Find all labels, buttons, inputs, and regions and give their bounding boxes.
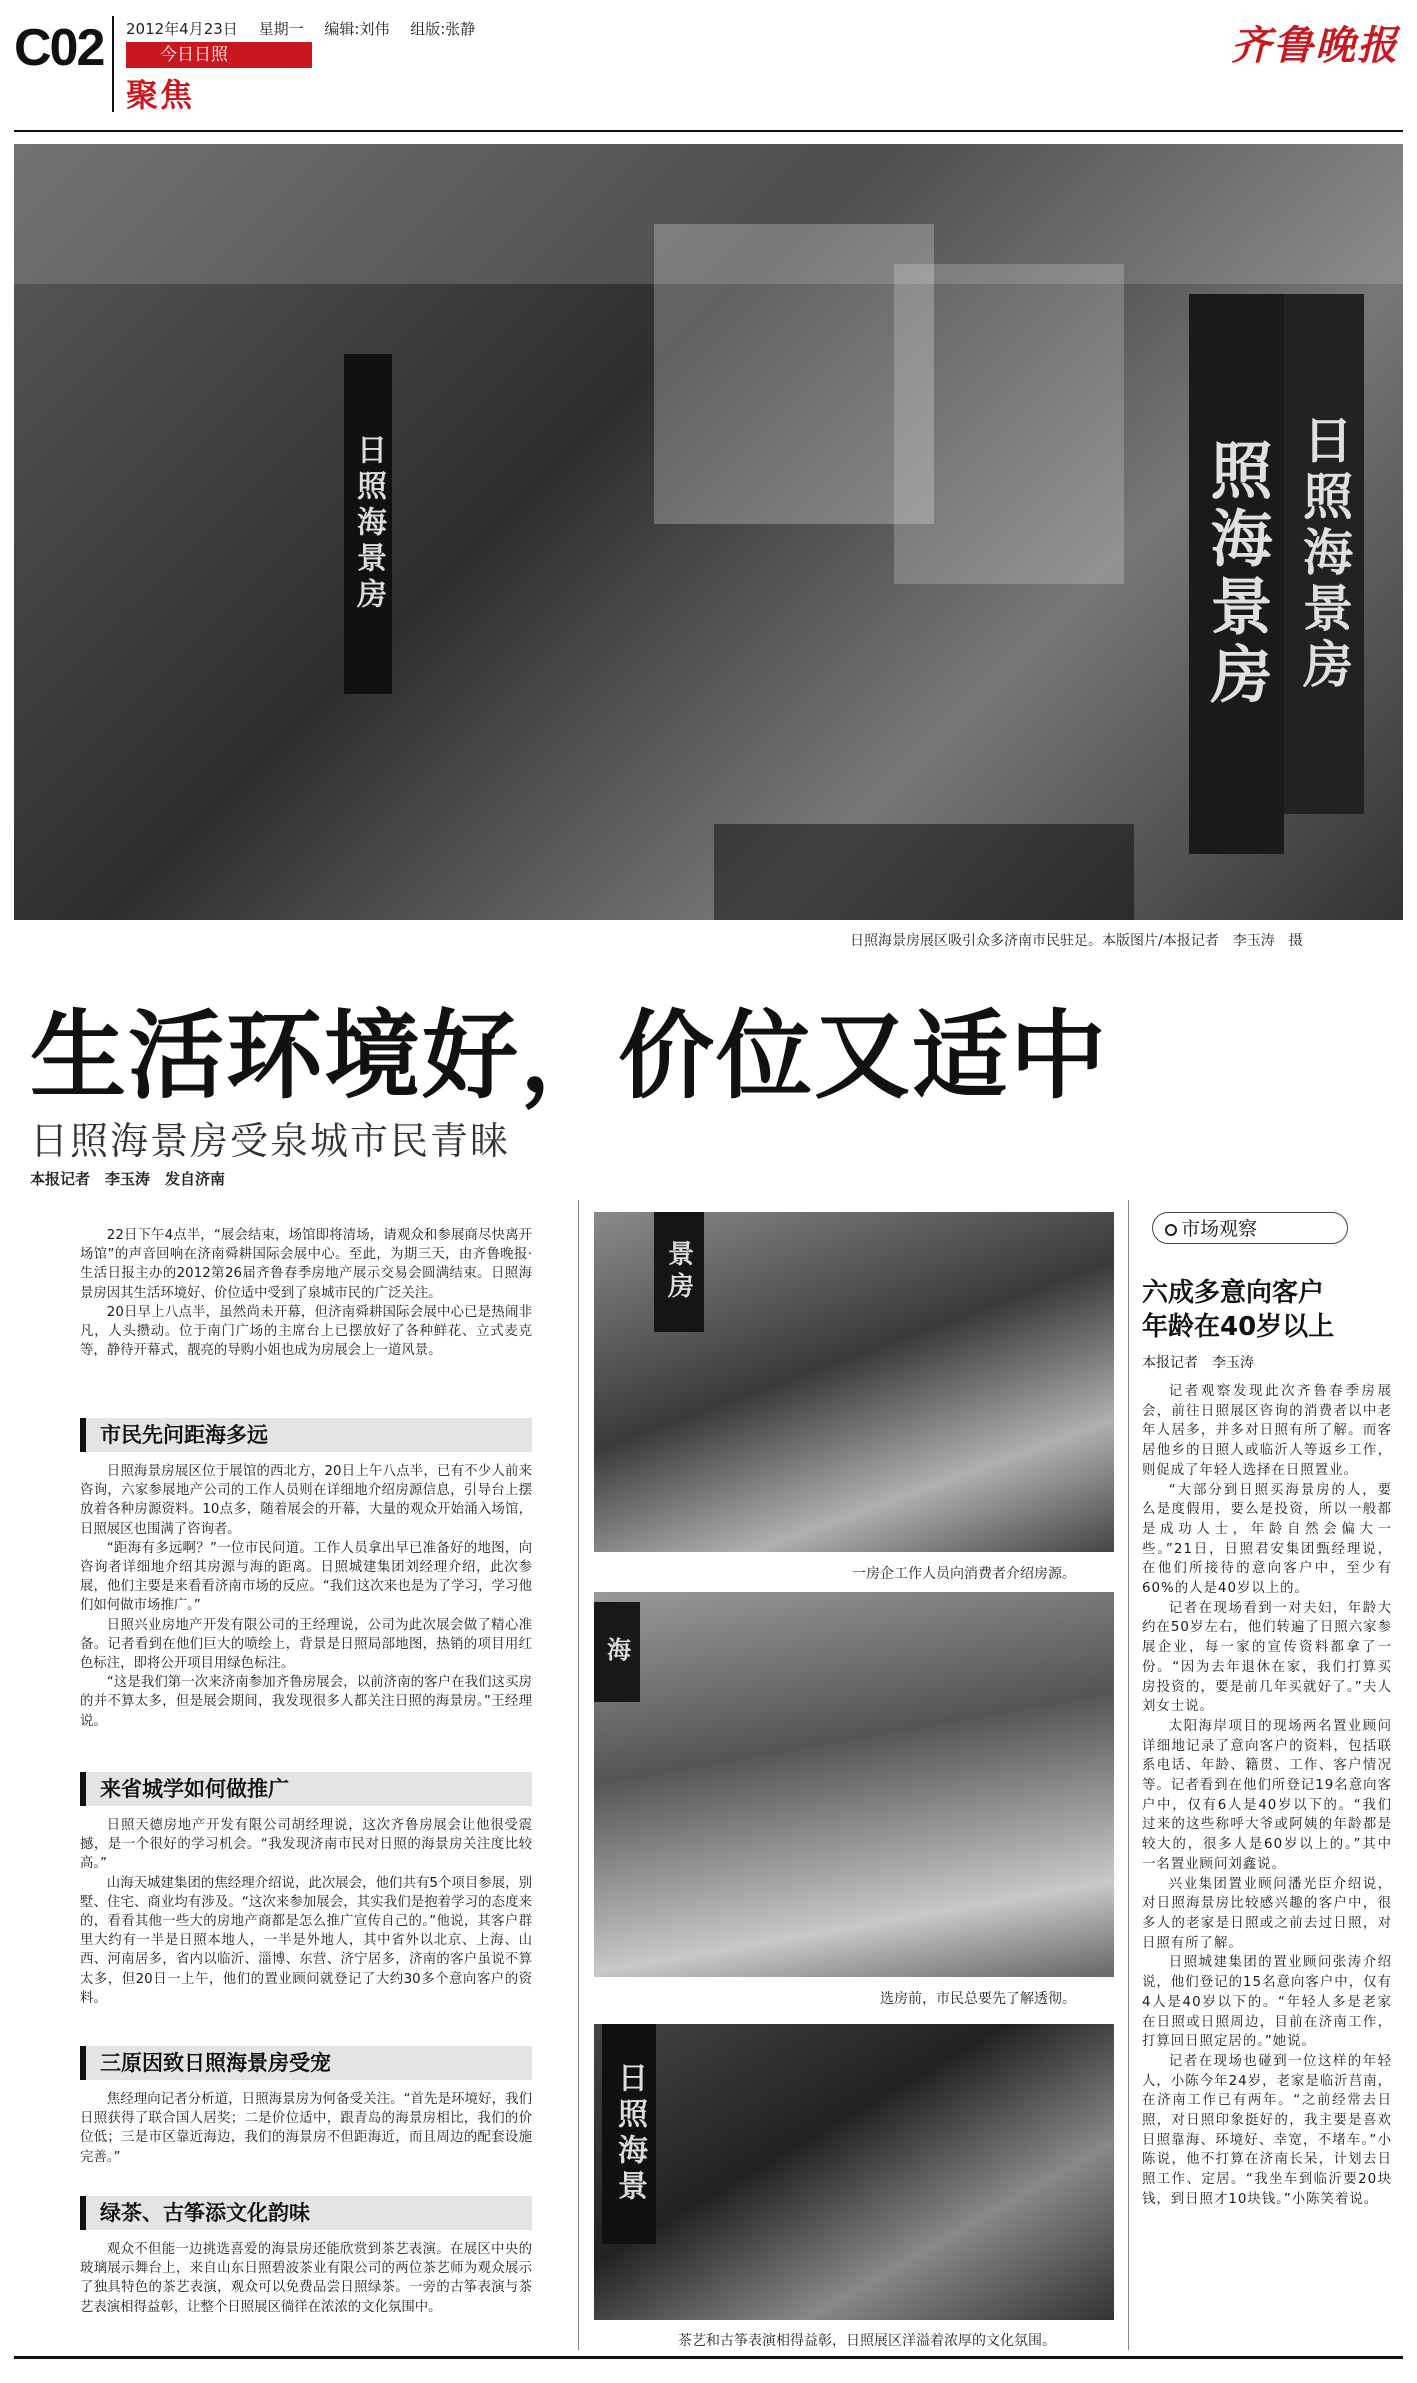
section-heading-4: 绿茶、古筝添文化韵味 <box>80 2196 532 2230</box>
market-badge-label: 市场观察 <box>1181 1218 1258 1240</box>
layout-credit: 组版:张静 <box>410 20 476 38</box>
paragraph: 太阳海岸项目的现场两名置业顾问详细地记录了意向客户的资料，包括联系电话、年龄、籍贯、工作、客户情况等。记者看到在他们所登记19名意向客户中，仅有6人是40岁以下的。“我们过来的这些称呼大爷或阿姨的年龄都是较大的，很多人是60岁以上的。”其中一名置业顾问刘鑫说。 <box>1142 1718 1392 1872</box>
section-1-text <box>80 1462 532 1731</box>
section-tab: 今日日照 <box>126 42 312 68</box>
main-photo-caption: 日照海景房展区吸引众多济南市民驻足。本版图片/本报记者 李玉涛 摄 <box>850 933 1303 949</box>
page-number: C02 <box>14 19 104 77</box>
market-badge <box>1152 1212 1348 1244</box>
headline: 生活环境好，价位又适中 <box>30 1000 1108 1112</box>
section-heading-3: 三原因致日照海景房受宠 <box>80 2046 532 2080</box>
header-rule <box>14 130 1403 132</box>
paragraph: 记者在现场看到一对夫妇，年龄大约在50岁左右，他们转遍了日照六家参展企业，每一家的宣传资料都拿了一份。“因为去年退休在家，我们打算买房投资的，要是前几年买就好了。”夫人刘女士说。 <box>1142 1600 1392 1715</box>
main-photo <box>14 144 1403 920</box>
section-heading-2: 来省城学如何做推广 <box>80 1772 532 1806</box>
paragraph: 日照城建集团的置业顾问张涛介绍说，他们登记的15名意向客户中，仅有4人是40岁以下的。“年轻人多是老家在日照或日照周边，目前在济南工作，打算回日照定居的。”她说。 <box>1142 1955 1392 2050</box>
paragraph: “这是我们第一次来济南参加齐鲁房展会，以前济南的客户在我们这买房的并不算太多，但是展会期间，我发现很多人都关注日照的海景房。”王经理说。 <box>80 1675 532 1729</box>
editor-credit: 编辑:刘伟 <box>324 20 390 38</box>
booth-sign-photo3: 海 <box>594 1602 640 1702</box>
photo-2 <box>594 1212 1114 1552</box>
section-2-text <box>80 1816 532 2008</box>
paragraph: “大部分到日照买海景房的人，要么是度假用，要么是投资，所以一般都是成功人士，年龄自然会偏大一些。”21日，日照君安集团甄经理说，在他们所接待的意向客户中，至少有60%的人是40岁以上的。 <box>1142 1482 1392 1597</box>
section-3-text <box>80 2090 532 2167</box>
issue-date: 2012年4月23日 <box>126 20 238 38</box>
paragraph: 观众不但能一边挑选喜爱的海景房还能欣赏到茶艺表演。在展区中央的玻璃展示舞台上，来自山东日照碧波茶业有限公司的两位茶艺师为观众展示了独具特色的茶艺表演，观众可以免费品尝日照绿茶。一旁的古筝表演与茶艺表演相得益彰，让整个日照展区徜徉在浓浓的文化氛围中。 <box>80 2242 532 2315</box>
photo-4 <box>594 2024 1114 2320</box>
paragraph: 日照天德房地产开发有限公司胡经理说，这次齐鲁房展会让他很受震撼，是一个很好的学习机会。“我发现济南市民对日照的海景房关注度比较高。” <box>80 1818 532 1872</box>
footer-rule <box>14 2356 1403 2359</box>
paragraph: 焦经理向记者分析道，日照海景房为何备受关注。“首先是环境好，我们日照获得了联合国人居奖；二是价位适中，跟青岛的海景房相比，我们的价位低；三是市区靠近海边，我们的海景房不但距海近，而且周边的配套设施完善。” <box>80 2092 532 2165</box>
circle-icon <box>1165 1224 1177 1236</box>
paragraph: 20日早上八点半，虽然尚未开幕，但济南舜耕国际会展中心已是热闹非凡，人头攒动。位于南门广场的主席台上已摆放好了各种鲜花、立式麦克等，静待开幕式，靓亮的导购小姐也成为房展会上一道风景。 <box>80 1304 532 1359</box>
market-title: 六成多意向客户年龄在40岁以上 <box>1142 1278 1335 1342</box>
subheadline: 日照海景房受泉城市民青睐 <box>30 1119 511 1163</box>
column-divider <box>578 1200 579 2350</box>
intro-text <box>80 1226 532 1360</box>
market-byline: 本报记者 李玉涛 <box>1142 1355 1254 1371</box>
paragraph: “距海有多远啊？”一位市民问道。工作人员拿出早已准备好的地图，向咨询者详细地介绍其房源与海的距离。日照城建集团刘经理介绍，此次参展，他们主要是来看看济南市场的反应。“我们这次来也是为了学习，学习他们如何做市场推广。” <box>80 1540 532 1614</box>
photo-4-caption: 茶艺和古筝表演相得益彰，日照展区洋溢着浓厚的文化氛围。 <box>678 2333 1056 2349</box>
paragraph: 22日下午4点半，“展会结束，场馆即将清场，请观众和参展商尽快离开场馆”的声音回响在济南舜耕国际会展中心。至此，为期三天，由齐鲁晚报·生活日报主办的2012第26届齐鲁春季房地产展示交易会圆满结束。日照海景房因其生活环境好、价位适中受到了泉城市民的广泛关注。 <box>80 1228 532 1301</box>
article-byline: 本报记者 李玉涛 发自济南 <box>30 1170 226 1188</box>
booth-sign-photo2: 景房 <box>654 1212 704 1332</box>
paragraph: 日照兴业房地产开发有限公司的王经理说，公司为此次展会做了精心准备。记者看到在他们巨大的喷绘上，背景是日照局部地图，热销的项目用红色标注，即将公开项目用绿色标注。 <box>80 1617 532 1672</box>
paragraph: 记者在现场也碰到一位这样的年轻人，小陈今年24岁，老家是临沂莒南，在济南工作已有两年。“之前经常去日照，对日照印象挺好的，我主要是喜欢日照靠海、环境好、幸宽，不堵车。”小陈说，他不打算在济南长呆，计划去日照工作、定居。“我坐车到临沂要20块钱，到日照才10块钱。”小陈笑着说。 <box>1142 2053 1392 2207</box>
booth-sign-left: 日照海景房 <box>344 354 392 694</box>
booth-sign-right: 日照海景房 <box>1284 294 1364 814</box>
photo-3-caption: 选房前，市民总要先了解透彻。 <box>880 1991 1076 2007</box>
header-meta <box>126 18 491 39</box>
booth-sign-photo4: 日照海景 <box>602 2024 656 2244</box>
paragraph: 兴业集团置业顾问潘光臣介绍说，对日照海景房比较感兴趣的客户中，很多人的老家是日照或之前去过日照，对日照有所了解。 <box>1142 1876 1392 1951</box>
paragraph: 山海天城建集团的焦经理介绍说，此次展会，他们共有5个项目参展，别墅、住宅、商业均有涉及。“这次来参加展会，其实我们是抱着学习的态度来的，看看其他一些大的房地产商都是怎么推广宣传自己的。”他说，其客户群里大约有一半是日照本地人，一半是外地人，其中省外以北京、上海、山西、河南居多，省内以临沂、淄博、东营、济宁居多，济南的客户虽说不算太多，但20日一上午，他们的置业顾问就登记了大约30多个意向客户的资料。 <box>80 1875 532 2006</box>
paragraph: 日照海景房展区位于展馆的西北方，20日上午八点半，已有不少人前来咨询，六家参展地产公司的工作人员则在详细地介绍房源信息，引导台上摆放着各种房源资料。10点多，随着展会的开幕，大量的观众开始涌入场馆，日照展区也围满了咨询者。 <box>80 1464 532 1537</box>
section-name: 聚焦 <box>126 76 195 114</box>
section-4-text <box>80 2240 532 2317</box>
photo-3 <box>594 1592 1114 1977</box>
section-heading-1: 市民先问距海多远 <box>80 1418 532 1452</box>
column-divider <box>1128 1200 1129 2350</box>
masthead-logo: 齐鲁晚报 <box>1231 22 1399 69</box>
photo-2-caption: 一房企工作人员向消费者介绍房源。 <box>852 1566 1076 1582</box>
market-text <box>1142 1382 1392 2210</box>
header-divider <box>112 16 114 112</box>
issue-weekday: 星期一 <box>258 20 304 38</box>
booth-sign-middle: 照海景房 <box>1189 294 1284 854</box>
paragraph: 记者观察发现此次齐鲁春季房展会，前往日照展区咨询的消费者以中老年人居多，并多对日照有所了解。而客居他乡的日照人或临沂人等返乡工作，则促成了年轻人选择在日照置业。 <box>1142 1384 1392 1478</box>
